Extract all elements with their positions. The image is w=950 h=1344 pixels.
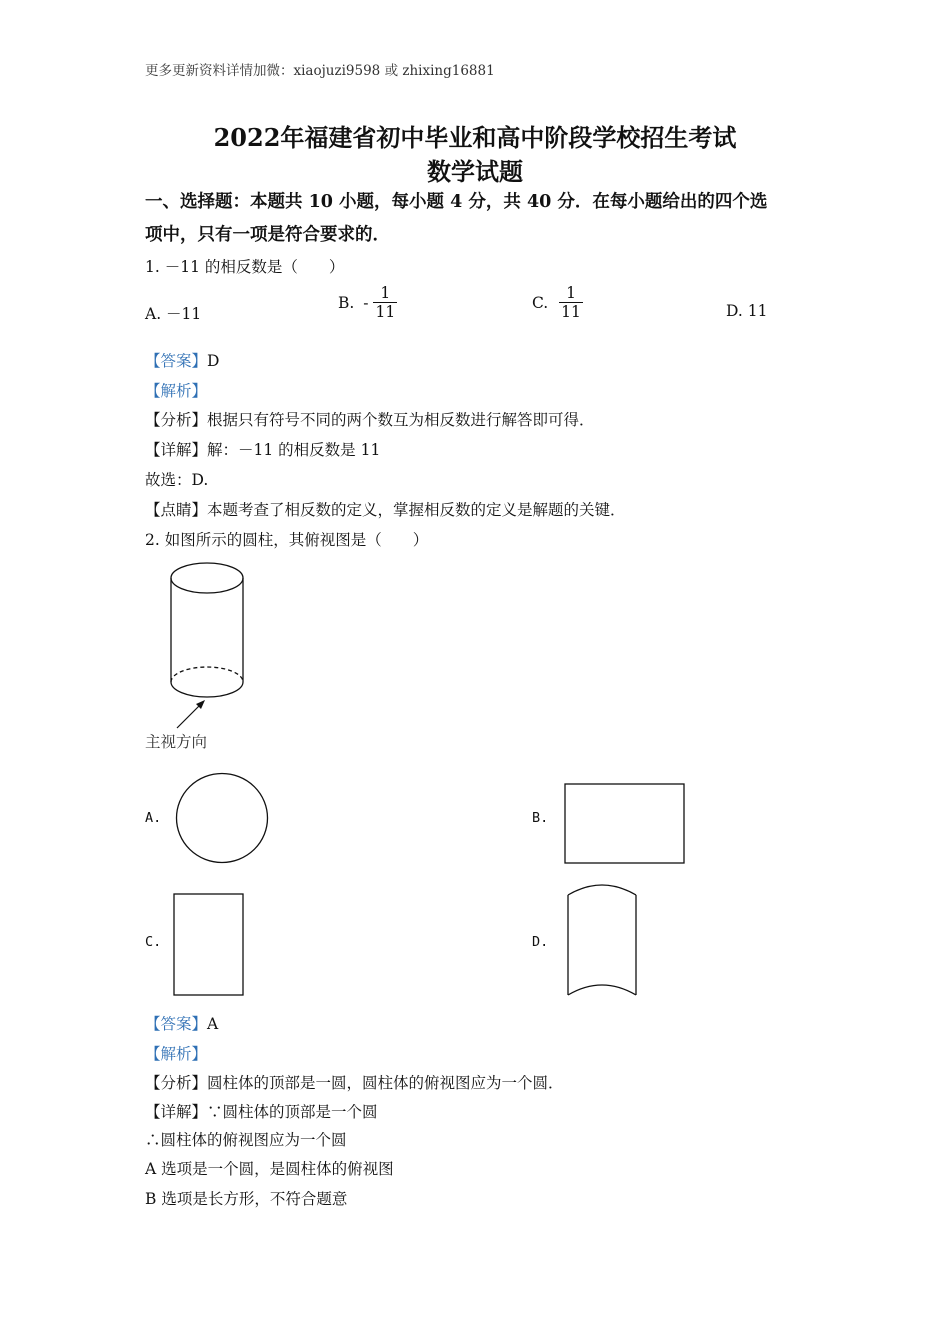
section-heading-line2: 项中，只有一项是符合要求的． — [145, 225, 390, 245]
q2-xiangjie — [145, 1100, 378, 1122]
cylinder-bottom-front-arc — [171, 682, 243, 697]
q2-analysis-label: 【解析】 — [145, 1045, 208, 1063]
q1-xiangjie-label: 【详解】 — [145, 441, 208, 459]
q2-line5: B 选项是长方形，不符合题意 — [145, 1190, 348, 1208]
q1-answer — [145, 349, 219, 371]
cylinder-top-ellipse — [171, 563, 243, 593]
q1-option-b-numerator: 1 — [380, 284, 391, 302]
circle-shape — [177, 774, 268, 863]
q2-line3: ∴圆柱体的俯视图应为一个圆 — [145, 1131, 347, 1149]
q1-dianjing-text: 本题考查了相反数的定义，掌握相反数的定义是解题的关键． — [207, 501, 626, 519]
q2-line4: A 选项是一个圆，是圆柱体的俯视图 — [145, 1160, 394, 1178]
q2-fenxi-text: 圆柱体的顶部是一圆，圆柱体的俯视图应为一个圆． — [207, 1074, 564, 1092]
q2-option-a-circle-figure — [172, 770, 272, 866]
q1-option-b-sign: - — [363, 294, 369, 313]
section-heading-line1: 一、选择题：本题共 10 小题，每小题 4 分，共 40 分．在每小题给出的四个选 — [145, 192, 768, 212]
q1-xiangjie — [145, 438, 380, 460]
q2-xiangjie-text: ∵圆柱体的顶部是一个圆 — [207, 1103, 378, 1121]
exam-subtitle: 数学试题 — [427, 157, 523, 186]
q2-option-b-label: B. — [532, 810, 549, 826]
q1-answer-label: 【答案】 — [145, 352, 208, 370]
q1-fenxi-text: 根据只有符号不同的两个数互为相反数进行解答即可得． — [207, 411, 595, 429]
q1-answer-value: D — [207, 352, 220, 370]
cylinder-figure — [165, 558, 255, 733]
q1-option-c-prefix: C. — [532, 294, 549, 313]
q1-option-d: D. 11 — [726, 302, 768, 320]
q2-stem: 2. 如图所示的圆柱，其俯视图是（ ） — [145, 531, 429, 549]
q2-fenxi-label: 【分析】 — [145, 1074, 208, 1092]
q1-analysis-label: 【解析】 — [145, 382, 208, 400]
q1-fenxi-label: 【分析】 — [145, 411, 208, 429]
q2-option-d-curved-figure — [564, 879, 640, 999]
q2-option-d-label: D. — [532, 934, 549, 950]
q2-answer-value: A — [207, 1015, 219, 1033]
q2-option-c-rectangle-figure — [171, 891, 247, 999]
q2-option-b-rectangle-figure — [562, 782, 688, 866]
cylinder-bottom-hidden-arc — [171, 667, 243, 682]
q1-option-b-denominator: 11 — [375, 303, 396, 322]
curved-bottom-edge — [568, 985, 636, 995]
q1-option-a: A. －11 — [145, 305, 202, 323]
q1-option-c-numerator: 1 — [566, 284, 576, 302]
exam-title: 2022年福建省初中毕业和高中阶段学校招生考试 — [213, 123, 737, 152]
q1-option-c-fraction — [559, 285, 583, 321]
q2-fenxi — [145, 1071, 564, 1093]
q1-stem: 1. －11 的相反数是（ ） — [145, 258, 345, 276]
q1-dianjing-label: 【点睛】 — [145, 501, 208, 519]
q1-option-b-fraction — [373, 285, 397, 321]
tall-rectangle-shape — [174, 894, 243, 995]
q1-option-c — [532, 285, 583, 321]
q1-guxuan: 故选：D. — [145, 471, 209, 489]
q1-dianjing — [145, 498, 626, 520]
curved-top-edge — [568, 885, 636, 895]
q2-xiangjie-label: 【详解】 — [145, 1103, 208, 1121]
view-direction-label: 主视方向 — [145, 733, 208, 751]
q2-option-a-label: A. — [145, 810, 162, 826]
header-note: 更多更新资料详情加微：xiaojuzi9598 或 zhixing16881 — [145, 63, 495, 79]
q1-option-b-prefix: B. — [338, 294, 355, 313]
wide-rectangle-shape — [565, 784, 684, 863]
q2-option-c-label: C. — [145, 934, 162, 950]
q1-option-b — [338, 285, 397, 321]
q1-fenxi — [145, 408, 595, 430]
q1-xiangjie-text: 解：－11 的相反数是 11 — [207, 441, 381, 459]
q1-option-c-denominator: 11 — [561, 303, 581, 322]
q2-answer — [145, 1012, 218, 1034]
q2-answer-label: 【答案】 — [145, 1015, 208, 1033]
